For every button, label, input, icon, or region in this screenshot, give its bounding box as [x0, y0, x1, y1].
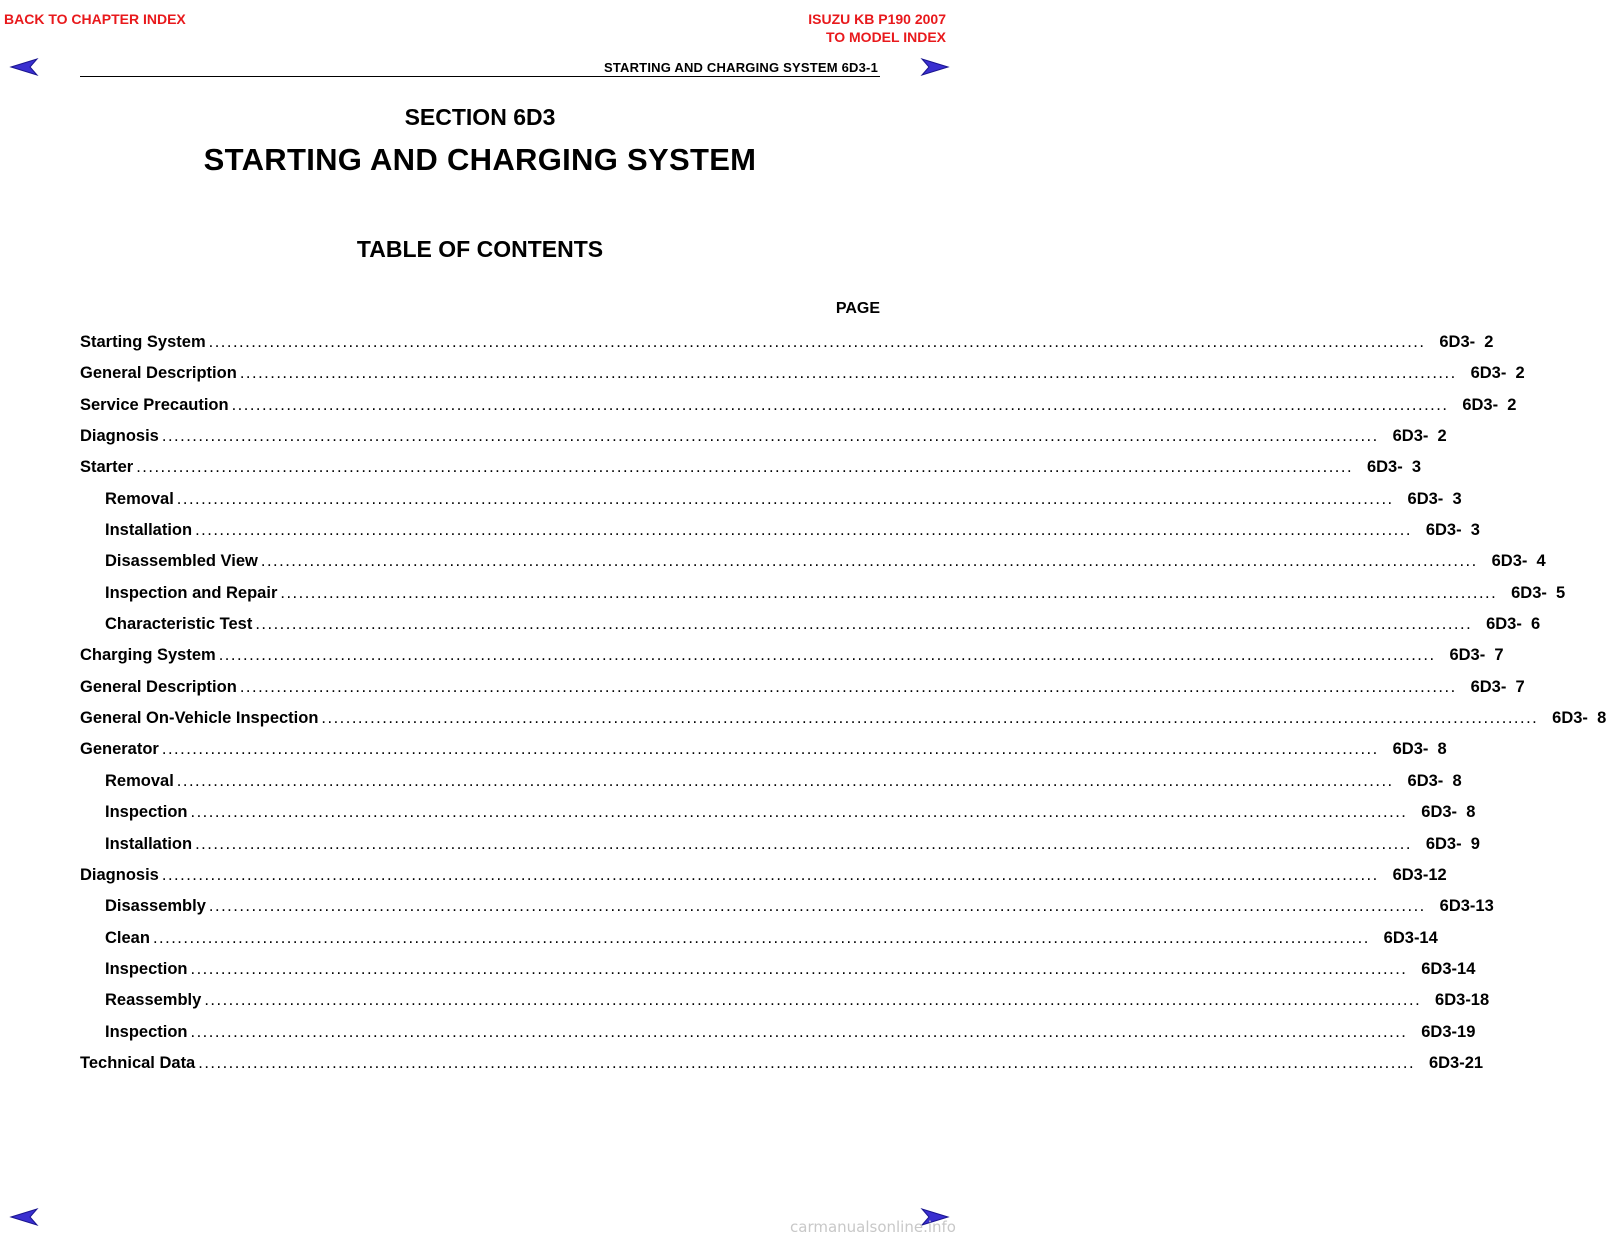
toc-entry-page: 6D3-21: [1428, 1053, 1484, 1072]
toc-entry-title: Installation: [105, 521, 193, 540]
toc-entry-title: Reassembly: [105, 991, 202, 1010]
dot-leader: ........................................................................................................................................................................................................: [218, 646, 1436, 665]
dot-leader: ........................................................................................................................................................................................................: [195, 834, 1412, 853]
toc-entry-page: 6D3- 8: [1552, 709, 1606, 728]
toc-entry-title: Inspection: [105, 803, 188, 822]
toc-entry[interactable]: [80, 609, 1541, 640]
section-title: STARTING AND CHARGING SYSTEM: [203, 142, 757, 177]
toc-entry-title: Characteristic Test: [105, 615, 253, 634]
toc-entry-page: 6D3- 3: [1425, 521, 1480, 540]
section-label: SECTION 6D3: [404, 104, 556, 130]
dot-leader: ........................................................................................................................................................................................................: [239, 677, 1457, 696]
toc-entry-page: 6D3- 9: [1425, 834, 1480, 853]
toc-entry-title: Starting System: [80, 333, 206, 351]
dot-leader: ........................................................................................................................................................................................................: [161, 427, 1379, 446]
dot-leader: ........................................................................................................................................................................................................: [239, 364, 1457, 383]
toc-entry-title: Starter: [80, 458, 134, 477]
dot-leader: ........................................................................................................................................................................................................: [260, 552, 1478, 571]
toc-entry-page: 6D3- 8: [1407, 771, 1462, 790]
toc-title: TABLE OF CONTENTS: [356, 236, 604, 262]
toc-entry-page: 6D3- 6: [1486, 615, 1541, 634]
toc-entry[interactable]: [80, 358, 1525, 389]
toc-entry-page: 6D3-19: [1421, 1022, 1476, 1041]
toc-entry-title: Inspection: [105, 1022, 188, 1041]
toc-entry-page: 6D3- 2: [1470, 364, 1525, 383]
toc-entry[interactable]: [80, 829, 1480, 860]
dot-leader: ........................................................................................................................................................................................................: [136, 458, 1354, 477]
watermark: carmanualsonline.info: [790, 1218, 956, 1236]
toc-entry[interactable]: [80, 484, 1462, 515]
arrow-right-icon[interactable]: [921, 58, 949, 76]
toc-entry[interactable]: [80, 1048, 1484, 1079]
toc-entry[interactable]: [80, 452, 1422, 483]
toc-entry-title: Disassembled View: [105, 552, 258, 571]
toc-entry[interactable]: [80, 672, 1525, 703]
toc-entry-title: Clean: [105, 928, 150, 947]
toc-entry-page: 6D3- 7: [1449, 646, 1504, 665]
toc-entry[interactable]: [80, 923, 1438, 954]
toc-entry-page: 6D3- 2: [1439, 333, 1494, 351]
dot-leader: ........................................................................................................................................................................................................: [176, 489, 1394, 508]
dot-leader: ........................................................................................................................................................................................................: [198, 1053, 1416, 1072]
arrow-left-icon[interactable]: [10, 58, 38, 76]
toc-entry-title: Inspection: [105, 959, 188, 978]
toc-entry-page: 6D3- 5: [1511, 583, 1566, 602]
toc-entry[interactable]: [80, 766, 1462, 797]
dot-leader: ........................................................................................................................................................................................................: [231, 395, 1449, 414]
toc-entry[interactable]: [80, 734, 1447, 765]
toc-entry-page: 6D3- 2: [1392, 427, 1447, 446]
toc-entry-title: Diagnosis: [80, 865, 159, 884]
toc-entry[interactable]: [80, 546, 1546, 577]
dot-leader: ........................................................................................................................................................................................................: [161, 740, 1379, 759]
dot-leader: ........................................................................................................................................................................................................: [176, 771, 1394, 790]
toc-entry[interactable]: [80, 390, 1517, 421]
toc-entry-title: Disassembly: [105, 897, 206, 916]
dot-leader: ........................................................................................................................................................................................................: [321, 709, 1539, 728]
toc-entry-page: 6D3- 4: [1491, 552, 1546, 571]
dot-leader: ........................................................................................................................................................................................................: [280, 583, 1498, 602]
toc-entry-page: 6D3- 8: [1392, 740, 1447, 759]
toc-entry-title: Charging System: [80, 646, 216, 665]
toc-entry[interactable]: [80, 985, 1490, 1016]
table-of-contents: [80, 327, 1606, 1079]
toc-entry[interactable]: [80, 327, 1494, 358]
dot-leader: ........................................................................................................................................................................................................: [208, 333, 1426, 351]
toc-entry-title: Technical Data: [80, 1053, 196, 1072]
dot-leader: ........................................................................................................................................................................................................: [152, 928, 1370, 947]
toc-entry-page: 6D3-14: [1383, 928, 1438, 947]
toc-entry[interactable]: [80, 421, 1447, 452]
toc-entry-page: 6D3- 3: [1407, 489, 1462, 508]
toc-entry-page: 6D3-13: [1439, 897, 1494, 916]
toc-entry-title: Removal: [105, 489, 174, 508]
toc-entry[interactable]: [80, 515, 1480, 546]
dot-leader: ........................................................................................................................................................................................................: [161, 865, 1379, 884]
toc-entry-page: 6D3- 3: [1366, 458, 1422, 477]
toc-entry[interactable]: [80, 578, 1566, 609]
toc-entry-page: 6D3-12: [1392, 865, 1447, 884]
dot-leader: ........................................................................................................................................................................................................: [255, 615, 1473, 634]
toc-entry[interactable]: [80, 954, 1476, 985]
toc-entry-title: Service Precaution: [80, 395, 229, 414]
toc-entry-page: 6D3-18: [1435, 991, 1490, 1010]
toc-entry-title: Removal: [105, 771, 174, 790]
toc-entry-title: Generator: [80, 740, 159, 759]
toc-entry[interactable]: [80, 797, 1476, 828]
toc-entry-title: General On-Vehicle Inspection: [80, 709, 319, 728]
back-to-chapter-index-link[interactable]: BACK TO CHAPTER INDEX: [4, 11, 186, 27]
toc-entry-page: 6D3-14: [1421, 959, 1476, 978]
toc-entry-page: 6D3- 2: [1462, 395, 1517, 414]
toc-entry-title: Installation: [105, 834, 193, 853]
toc-entry[interactable]: [80, 640, 1504, 671]
header-rule: [80, 76, 880, 77]
dot-leader: ........................................................................................................................................................................................................: [190, 1022, 1408, 1041]
arrow-left-icon[interactable]: [10, 1208, 38, 1226]
toc-entry-title: General Description: [80, 677, 237, 696]
dot-leader: ........................................................................................................................................................................................................: [190, 803, 1408, 822]
dot-leader: ........................................................................................................................................................................................................: [208, 897, 1426, 916]
toc-entry[interactable]: [80, 891, 1494, 922]
page-column-label: PAGE: [835, 300, 880, 317]
dot-leader: ........................................................................................................................................................................................................: [190, 959, 1408, 978]
toc-entry-title: General Description: [80, 364, 237, 383]
toc-entry-page: 6D3- 8: [1421, 803, 1476, 822]
running-header: STARTING AND CHARGING SYSTEM 6D3-1: [603, 60, 878, 75]
dot-leader: ........................................................................................................................................................................................................: [204, 991, 1422, 1010]
toc-entry[interactable]: [80, 703, 1606, 734]
dot-leader: ........................................................................................................................................................................................................: [195, 521, 1412, 540]
toc-entry[interactable]: [80, 1017, 1476, 1048]
to-model-index-link[interactable]: TO MODEL INDEX: [825, 29, 946, 45]
toc-entry-title: Diagnosis: [80, 427, 159, 446]
model-title-link[interactable]: ISUZU KB P190 2007: [808, 11, 946, 27]
toc-entry-page: 6D3- 7: [1470, 677, 1525, 696]
toc-entry-title: Inspection and Repair: [105, 583, 278, 602]
toc-entry[interactable]: [80, 860, 1447, 891]
